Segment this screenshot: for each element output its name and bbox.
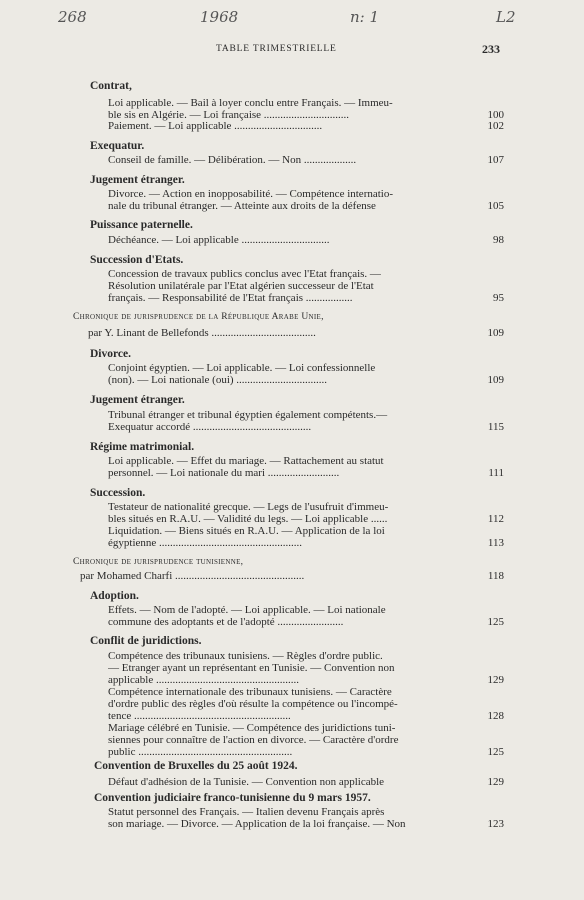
section-heading: Contrat, [90,80,132,92]
entry-line: (non). — Loi nationale (oui) ................................. [108,374,328,386]
section-heading: Succession d'Etats. [90,254,184,266]
handwritten-note-mark: n: 1 [350,8,380,26]
chronicle-title: Chronique de jurisprudence de la République Arabe Unie, [73,312,324,322]
entry-line: Testateur de nationalité grecque. — Legs de l'usufruit d'immeu- [108,501,389,513]
chronicle-author-line: par Mohamed Charfi ............................................... [80,570,305,582]
section-heading: Divorce. [90,348,131,360]
entry-line: Tribunal étranger et tribunal égyptien également compétents.— [108,409,388,421]
entry-line: Liquidation. — Biens situés en R.A.U. — Application de la loi [108,525,385,537]
page-number: 233 [482,42,500,56]
section-heading: Exequatur. [90,140,145,152]
section-heading: Jugement étranger. [90,174,185,186]
entry-line: nale du tribunal étranger. — Atteinte aux droits de la défense [108,200,376,212]
page-reference: 98 [493,234,504,246]
entry-line: Concession de travaux publics conclus avec l'Etat français. — [108,268,381,280]
page-reference: 115 [487,421,504,433]
page-reference: 129 [487,674,504,686]
chronicle-title: Chronique de jurisprudence tunisienne, [73,557,244,567]
handwritten-note-left: 268 [58,8,87,26]
entry-line: d'ordre public des règles d'où résulte la compétence ou l'incompé- [108,698,398,710]
page-reference: 105 [487,200,504,212]
section-heading: Convention de Bruxelles du 25 août 1924. [94,760,298,772]
entry-line: Effets. — Nom de l'adopté. — Loi applicable. — Loi nationale [108,604,386,616]
page-reference: 113 [487,537,504,549]
entry-line: Exequatur accordé ........................................... [108,421,312,433]
entry-line: applicable .................................................... [108,674,299,686]
page-reference: 125 [487,746,504,758]
entry-line: tence ......................................................... [108,710,291,722]
entry-line: Défaut d'adhésion de la Tunisie. — Convention non applicable [108,776,385,788]
chronicle-author-line: par Y. Linant de Bellefonds ...................................... [88,327,316,339]
entry-line: ble sis en Algérie. — Loi française ............................... [108,109,350,121]
handwritten-note-year: 1968 [200,8,239,26]
page-reference: 128 [487,710,504,722]
entry-line: Résolution unilatérale par l'Etat algérien successeur de l'Etat [108,280,374,292]
entry-line: Paiement. — Loi applicable ................................ [108,120,323,132]
section-heading: Puissance paternelle. [90,219,193,231]
entry-line: Compétence internationale des tribunaux tunisiens. — Caractère [108,686,392,698]
entry-line: Divorce. — Action en inopposabilité. — Compétence internatio- [108,188,394,200]
section-heading: Convention judiciaire franco-tunisienne du 9 mars 1957. [94,792,371,804]
entry-line: siennes pour connaître de l'action en divorce. — Caractère d'ordre [108,734,399,746]
entry-line: commune des adoptants et de l'adopté ........................ [108,616,344,628]
page-reference: 129 [487,776,504,788]
header-title: TABLE TRIMESTRIELLE [216,44,337,54]
page-reference: 111 [488,467,504,479]
section-heading: Succession. [90,487,146,499]
entry-line: public ........................................................ [108,746,293,758]
entry-line: — Etranger ayant un représentant en Tunisie. — Convention non [108,662,395,674]
page-reference: 109 [487,327,504,339]
entry-line: Déchéance. — Loi applicable ................................ [108,234,330,246]
entry-line: son mariage. — Divorce. — Application de la loi française. — Non [108,818,406,830]
entry-line: Mariage célébré en Tunisie. — Compétence des juridictions tuni- [108,722,396,734]
entry-line: français. — Responsabilité de l'Etat français ................. [108,292,353,304]
entry-line: Loi applicable. — Bail à loyer conclu entre Français. — Immeu- [108,97,393,109]
section-heading: Adoption. [90,590,139,602]
section-heading: Jugement étranger. [90,394,185,406]
section-heading: Conflit de juridictions. [90,635,202,647]
running-header [0,44,584,58]
page-reference: 95 [493,292,504,304]
entry-line: Loi applicable. — Effet du mariage. — Rattachement au statut [108,455,384,467]
entry-line: Statut personnel des Français. — Italien devenu Français après [108,806,385,818]
handwritten-note-right: L2 [496,8,516,26]
entry-line: Conjoint égyptien. — Loi applicable. — Loi confessionnelle [108,362,376,374]
page-reference: 125 [487,616,504,628]
entry-line: personnel. — Loi nationale du mari .......................... [108,467,340,479]
section-heading: Régime matrimonial. [90,441,195,453]
page-reference: 112 [487,513,504,525]
page-reference: 109 [487,374,504,386]
entry-line: bles situés en R.A.U. — Validité du legs. — Loi applicable ...... [108,513,388,525]
page-reference: 102 [487,120,504,132]
page-reference: 107 [487,154,504,166]
page-reference: 100 [487,109,504,121]
page-reference: 123 [487,818,504,830]
entry-line: égyptienne .................................................... [108,537,303,549]
entry-line: Compétence des tribunaux tunisiens. — Règles d'ordre public. [108,650,383,662]
entry-line: Conseil de famille. — Délibération. — Non ................... [108,154,357,166]
page-reference: 118 [487,570,504,582]
